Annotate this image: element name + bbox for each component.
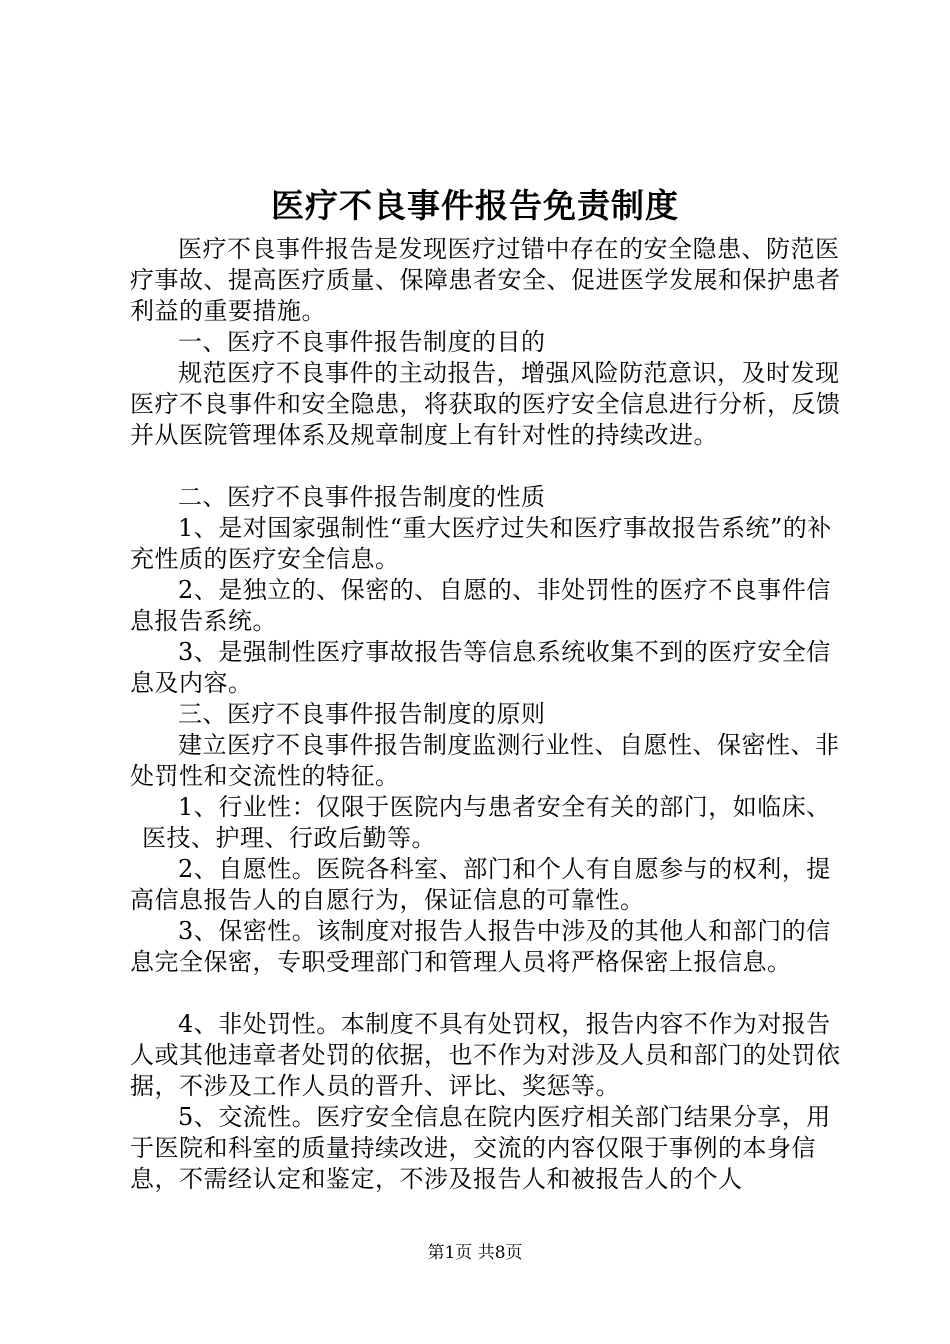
list-item-nature-2: 2、是独立的、保密的、自愿的、非处罚性的医疗不良事件信息报告系统。 bbox=[130, 576, 831, 635]
list-item-nature-1: 1、是对国家强制性“重大医疗过失和医疗事故报告系统”的补充性质的医疗安全信息。 bbox=[130, 514, 832, 573]
section-heading-principles: 三、医疗不良事件报告制度的原则 bbox=[178, 700, 546, 728]
section-heading-nature: 二、医疗不良事件报告制度的性质 bbox=[178, 483, 546, 511]
paragraph-purpose: 规范医疗不良事件的主动报告，增强风险防范意识，及时发现医疗不良事件和安全隐患，将获取的医疗安全信息进行分析，反馈并从医院管理体系及规章制度上有针对性的持续改进。 bbox=[130, 359, 841, 449]
paragraph-intro: 医疗不良事件报告是发现医疗过错中存在的安全隐患、防范医疗事故、提高医疗质量、保障患者安全、促进医学发展和保护患者利益的重要措施。 bbox=[130, 235, 841, 325]
paragraph-principles: 建立医疗不良事件报告制度监测行业性、自愿性、保密性、非处罚性和交流性的特征。 bbox=[130, 731, 840, 790]
list-item-principle-4: 4、非处罚性。本制度不具有处罚权，报告内容不作为对报告人或其他违章者处罚的依据，也不作为对涉及人员和部门的处罚依据，不涉及工作人员的晋升、评比、奖惩等。 bbox=[130, 1010, 841, 1100]
document-body bbox=[130, 234, 850, 1195]
page-footer: 第1页 共8页 bbox=[427, 1243, 523, 1263]
list-item-principle-5: 5、交流性。医疗安全信息在院内医疗相关部门结果分享，用于医院和科室的质量持续改进，交流的内容仅限于事例的本身信息，不需经认定和鉴定，不涉及报告人和被报告人的个人 bbox=[130, 1103, 831, 1193]
document-title: 医疗不良事件报告免责制度 bbox=[271, 186, 679, 225]
list-item-principle-2: 2、自愿性。医院各科室、部门和个人有自愿参与的权利，提高信息报告人的自愿行为，保证信息的可靠性。 bbox=[130, 855, 831, 914]
section-heading-purpose: 一、医疗不良事件报告制度的目的 bbox=[178, 328, 546, 356]
list-item-nature-3: 3、是强制性医疗事故报告等信息系统收集不到的医疗安全信息及内容。 bbox=[130, 638, 831, 697]
list-item-principle-3: 3、保密性。该制度对报告人报告中涉及的其他人和部门的信息完全保密，专职受理部门和管理人员将严格保密上报信息。 bbox=[130, 917, 831, 976]
list-item-principle-1: 1、行业性：仅限于医院内与患者安全有关的部门，如临床、医技、护理、行政后勤等。 bbox=[142, 793, 831, 852]
